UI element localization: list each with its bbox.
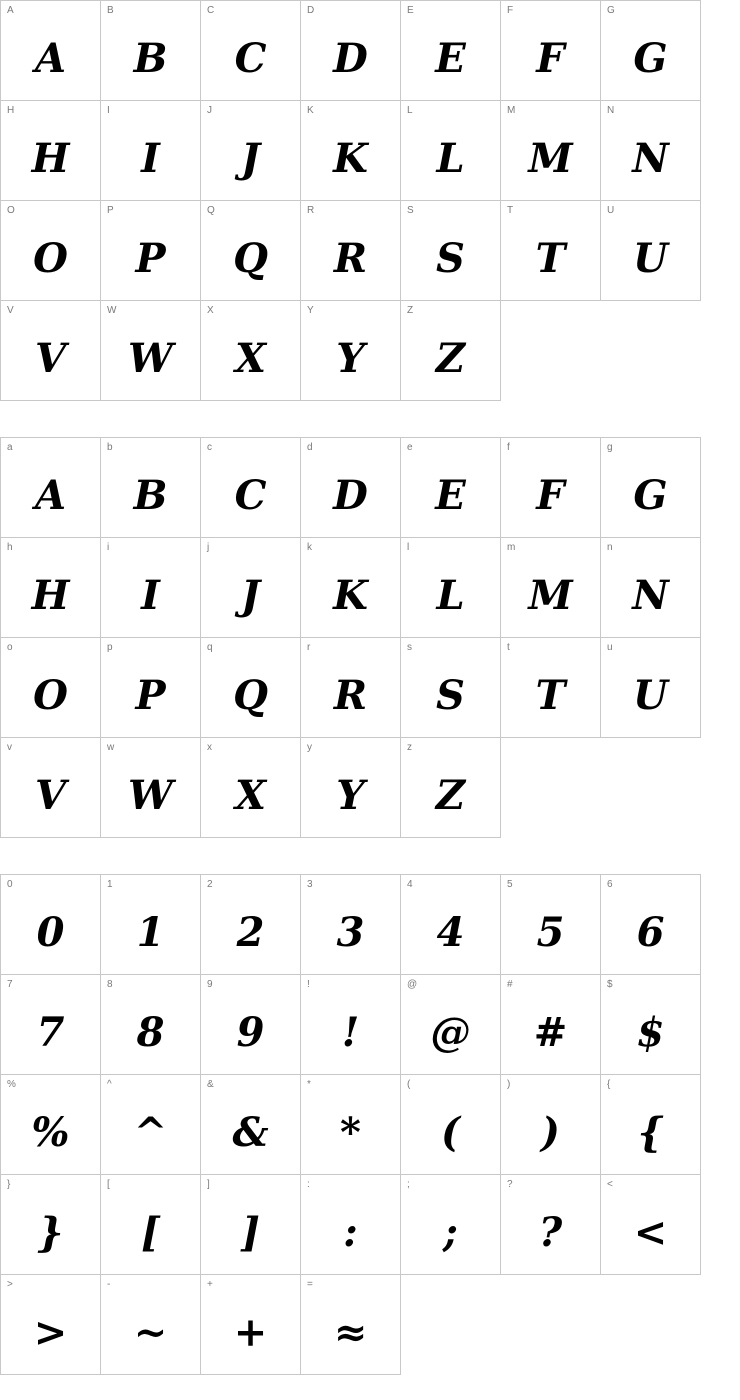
glyph-cell-label: X: [207, 305, 214, 316]
glyph-cell: [501, 1175, 601, 1275]
glyph-cell-label: 4: [407, 879, 413, 890]
glyph-cell-character: R: [333, 672, 368, 719]
glyph-cell: [401, 875, 501, 975]
glyph-cell-character: 5: [536, 909, 565, 956]
glyph-cell-character: I: [141, 572, 160, 619]
glyph-cell: [101, 1, 201, 101]
glyph-cell: [401, 538, 501, 638]
glyph-cell-character: I: [141, 135, 160, 182]
glyph-cell: [301, 538, 401, 638]
glyph-cell-character: Z: [435, 335, 466, 382]
glyph-cell-label: A: [7, 5, 14, 16]
glyph-cell: [401, 638, 501, 738]
glyph-cell: [1, 738, 101, 838]
glyph-cell-label: -: [107, 1279, 111, 1290]
charmap-block-lowercase: [0, 437, 701, 838]
glyph-cell-label: {: [607, 1079, 611, 1090]
glyph-cell-label: *: [307, 1079, 311, 1090]
glyph-cell-character: G: [633, 472, 668, 519]
glyph-cell-label: l: [407, 542, 410, 553]
glyph-cell-character: %: [31, 1109, 70, 1156]
glyph-cell-character: ~: [133, 1309, 168, 1356]
glyph-cell-label: s: [407, 642, 412, 653]
glyph-cell-character: $: [636, 1009, 665, 1056]
glyph-cell-character: P: [135, 672, 166, 719]
glyph-cell-character: 2: [236, 909, 265, 956]
glyph-cell-character: 6: [636, 909, 665, 956]
glyph-cell-character: X: [234, 772, 267, 819]
glyph-cell-label: n: [607, 542, 613, 553]
glyph-cell: [501, 1075, 601, 1175]
glyph-cell: [101, 975, 201, 1075]
glyph-cell: [1, 1075, 101, 1175]
glyph-cell-label: B: [107, 5, 114, 16]
glyph-cell: [601, 1175, 701, 1275]
glyph-cell-character: O: [33, 235, 68, 282]
glyph-cell-character: 9: [236, 1009, 265, 1056]
glyph-cell-label: R: [307, 205, 315, 216]
glyph-cell-label: $: [607, 979, 613, 990]
glyph-cell-character: S: [436, 235, 465, 282]
charmap-block-uppercase: [0, 0, 701, 401]
glyph-cell: [501, 538, 601, 638]
glyph-cell-character: L: [436, 135, 465, 182]
glyph-cell-label: 7: [7, 979, 13, 990]
glyph-cell: [301, 975, 401, 1075]
glyph-cell-label: k: [307, 542, 312, 553]
glyph-cell: [301, 1175, 401, 1275]
glyph-cell-character: P: [135, 235, 166, 282]
glyph-cell: [601, 538, 701, 638]
glyph-cell: [101, 538, 201, 638]
glyph-cell-label: 6: [607, 879, 613, 890]
glyph-cell: [201, 201, 301, 301]
block-separator: [0, 838, 740, 874]
glyph-cell: [201, 538, 301, 638]
glyph-cell-label: }: [7, 1179, 11, 1190]
glyph-cell-character: F: [536, 472, 565, 519]
glyph-cell-character: Q: [233, 235, 268, 282]
glyph-cell: [201, 1, 301, 101]
glyph-cell: [301, 875, 401, 975]
glyph-cell-label: Q: [207, 205, 215, 216]
glyph-cell-character: R: [333, 235, 368, 282]
glyph-cell-label: T: [507, 205, 514, 216]
glyph-cell: [101, 1175, 201, 1275]
glyph-cell: [201, 738, 301, 838]
glyph-cell-label: 1: [107, 879, 113, 890]
glyph-cell-label: K: [307, 105, 314, 116]
glyph-cell-label: Y: [307, 305, 314, 316]
glyph-cell-character: B: [133, 472, 168, 519]
glyph-cell: [201, 438, 301, 538]
glyph-cell-character: Q: [233, 672, 268, 719]
glyph-cell: [301, 201, 401, 301]
glyph-cell-character: 8: [136, 1009, 165, 1056]
glyph-cell-label: 9: [207, 979, 213, 990]
glyph-cell-character: K: [333, 135, 368, 182]
glyph-cell-label: &: [207, 1079, 214, 1090]
glyph-cell-character: Y: [336, 772, 365, 819]
glyph-cell-label: ]: [207, 1179, 210, 1190]
glyph-cell-character: F: [536, 35, 565, 82]
glyph-cell-character: J: [241, 572, 260, 619]
glyph-cell: [1, 638, 101, 738]
glyph-cell: [401, 201, 501, 301]
glyph-cell-label: V: [7, 305, 14, 316]
glyph-cell: [201, 638, 301, 738]
glyph-cell-character: E: [435, 35, 466, 82]
glyph-cell-label: ?: [507, 1179, 513, 1190]
glyph-cell-label: F: [507, 5, 514, 16]
glyph-cell: [1, 101, 101, 201]
glyph-cell: [301, 1275, 401, 1375]
glyph-cell-character: !: [341, 1009, 360, 1056]
glyph-cell-label: =: [307, 1279, 313, 1290]
glyph-cell: [601, 1075, 701, 1175]
glyph-cell-character: O: [33, 672, 68, 719]
glyph-cell-character: }: [37, 1209, 64, 1256]
glyph-cell: [101, 301, 201, 401]
glyph-cell-label: e: [407, 442, 413, 453]
glyph-cell: [401, 101, 501, 201]
glyph-cell: [1, 201, 101, 301]
glyph-cell: [401, 975, 501, 1075]
glyph-cell-label: d: [307, 442, 313, 453]
glyph-cell: [601, 875, 701, 975]
glyph-cell-character: L: [436, 572, 465, 619]
glyph-cell-label: q: [207, 642, 213, 653]
glyph-cell: [101, 875, 201, 975]
glyph-cell: [1, 1, 101, 101]
glyph-cell: [401, 438, 501, 538]
glyph-cell: [201, 975, 301, 1075]
glyph-cell-character: {: [637, 1109, 664, 1156]
glyph-cell-character: A: [34, 472, 67, 519]
glyph-cell: [201, 1275, 301, 1375]
glyph-cell-label: ;: [407, 1179, 410, 1190]
glyph-cell-label: !: [307, 979, 310, 990]
glyph-cell-label: J: [207, 105, 212, 116]
glyph-cell: [301, 1075, 401, 1175]
glyph-cell-character: 4: [436, 909, 465, 956]
glyph-cell: [401, 1075, 501, 1175]
glyph-cell-character: *: [340, 1109, 361, 1156]
glyph-cell-character: Y: [336, 335, 365, 382]
glyph-cell-label: ): [507, 1079, 511, 1090]
glyph-cell-label: C: [207, 5, 215, 16]
block-separator: [0, 401, 740, 437]
glyph-cell-character: U: [633, 235, 668, 282]
glyph-cell-label: 2: [207, 879, 213, 890]
glyph-cell-label: u: [607, 642, 613, 653]
glyph-cell: [201, 101, 301, 201]
glyph-cell-label: >: [7, 1279, 13, 1290]
glyph-cell-label: [: [107, 1179, 110, 1190]
glyph-cell-character: H: [31, 572, 70, 619]
glyph-cell-label: I: [107, 105, 110, 116]
glyph-cell: [401, 301, 501, 401]
glyph-cell-character: N: [632, 135, 669, 182]
glyph-cell-character: G: [633, 35, 668, 82]
glyph-cell: [401, 1175, 501, 1275]
glyph-cell-character: ≈: [333, 1309, 368, 1356]
glyph-cell: [501, 201, 601, 301]
glyph-cell-character: T: [535, 235, 566, 282]
glyph-cell-character: D: [333, 472, 368, 519]
glyph-cell-label: t: [507, 642, 510, 653]
glyph-cell-character: M: [528, 135, 573, 182]
glyph-cell-character: #: [533, 1009, 568, 1056]
glyph-cell-character: U: [633, 672, 668, 719]
glyph-cell-character: 7: [36, 1009, 65, 1056]
glyph-cell-label: N: [607, 105, 615, 116]
glyph-cell: [601, 638, 701, 738]
glyph-cell-character: X: [234, 335, 267, 382]
glyph-cell: [201, 301, 301, 401]
glyph-cell: [601, 975, 701, 1075]
glyph-cell: [201, 1075, 301, 1175]
glyph-cell: [301, 438, 401, 538]
glyph-cell-label: G: [607, 5, 615, 16]
glyph-cell-character: &: [232, 1109, 269, 1156]
glyph-cell-label: #: [507, 979, 513, 990]
glyph-cell: [1, 975, 101, 1075]
glyph-cell-character: V: [34, 335, 67, 382]
glyph-cell-character: 1: [136, 909, 165, 956]
glyph-cell-character: <: [633, 1209, 668, 1256]
glyph-cell: [101, 638, 201, 738]
glyph-cell-character: 0: [36, 909, 65, 956]
glyph-cell-character: D: [333, 35, 368, 82]
glyph-cell-character: :: [343, 1209, 358, 1256]
glyph-cell-label: w: [107, 742, 115, 753]
glyph-cell-label: @: [407, 979, 418, 990]
glyph-cell-label: g: [607, 442, 613, 453]
glyph-cell: [1, 301, 101, 401]
glyph-cell-label: z: [407, 742, 412, 753]
glyph-cell-character: W: [128, 335, 173, 382]
glyph-cell-character: C: [234, 472, 267, 519]
glyph-cell-character: >: [33, 1309, 68, 1356]
glyph-cell-character: +: [233, 1309, 268, 1356]
glyph-cell: [601, 101, 701, 201]
glyph-cell: [201, 875, 301, 975]
glyph-cell-label: P: [107, 205, 114, 216]
glyph-cell-label: M: [507, 105, 516, 116]
glyph-cell-label: 8: [107, 979, 113, 990]
glyph-cell-character: W: [128, 772, 173, 819]
glyph-cell: [501, 101, 601, 201]
glyph-cell-character: ?: [538, 1209, 563, 1256]
glyph-cell: [301, 101, 401, 201]
glyph-cell-character: [: [141, 1209, 160, 1256]
glyph-cell-character: (: [441, 1109, 460, 1156]
glyph-cell-character: ;: [443, 1209, 458, 1256]
glyph-cell: [1, 875, 101, 975]
glyph-cell: [101, 101, 201, 201]
charmap-block-symbols: [0, 874, 701, 1375]
glyph-cell-label: ^: [107, 1079, 112, 1090]
glyph-cell-label: 0: [7, 879, 13, 890]
glyph-cell-label: x: [207, 742, 212, 753]
glyph-cell-character: ^: [133, 1109, 168, 1156]
glyph-cell: [601, 438, 701, 538]
glyph-cell: [101, 1075, 201, 1175]
glyph-cell-label: <: [607, 1179, 613, 1190]
glyph-cell-label: 3: [307, 879, 313, 890]
glyph-cell: [501, 1, 601, 101]
glyph-cell: [1, 1175, 101, 1275]
glyph-cell: [101, 738, 201, 838]
glyph-cell-character: B: [133, 35, 168, 82]
glyph-cell-label: j: [207, 542, 210, 553]
glyph-cell-label: (: [407, 1079, 411, 1090]
glyph-cell: [501, 638, 601, 738]
glyph-cell: [201, 1175, 301, 1275]
glyph-cell-character: ): [541, 1109, 560, 1156]
glyph-cell: [1, 538, 101, 638]
glyph-cell: [1, 438, 101, 538]
glyph-cell-character: S: [436, 672, 465, 719]
glyph-cell-label: h: [7, 542, 13, 553]
glyph-cell-label: S: [407, 205, 414, 216]
glyph-cell-label: p: [107, 642, 113, 653]
glyph-cell-label: a: [7, 442, 13, 453]
glyph-cell-label: 5: [507, 879, 513, 890]
glyph-cell-label: i: [107, 542, 110, 553]
glyph-cell-label: :: [307, 1179, 310, 1190]
glyph-cell-label: b: [107, 442, 113, 453]
glyph-cell-character: @: [430, 1009, 471, 1056]
glyph-cell-character: N: [632, 572, 669, 619]
glyph-cell: [501, 438, 601, 538]
glyph-cell-label: m: [507, 542, 516, 553]
glyph-cell-label: H: [7, 105, 15, 116]
glyph-cell-character: M: [528, 572, 573, 619]
glyph-cell-character: J: [241, 135, 260, 182]
glyph-cell: [301, 638, 401, 738]
glyph-cell: [501, 975, 601, 1075]
glyph-cell-label: O: [7, 205, 15, 216]
glyph-cell: [101, 201, 201, 301]
glyph-cell: [1, 1275, 101, 1375]
glyph-cell-character: C: [234, 35, 267, 82]
glyph-cell: [601, 1, 701, 101]
glyph-cell-label: y: [307, 742, 312, 753]
glyph-cell-character: K: [333, 572, 368, 619]
glyph-cell: [301, 301, 401, 401]
glyph-cell-label: %: [7, 1079, 16, 1090]
glyph-cell-character: T: [535, 672, 566, 719]
glyph-cell-character: ]: [241, 1209, 260, 1256]
glyph-cell-label: r: [307, 642, 311, 653]
glyph-cell-label: U: [607, 205, 615, 216]
glyph-cell-character: E: [435, 472, 466, 519]
glyph-cell: [301, 1, 401, 101]
glyph-cell: [301, 738, 401, 838]
glyph-cell-label: c: [207, 442, 212, 453]
glyph-cell-label: f: [507, 442, 510, 453]
glyph-cell: [601, 201, 701, 301]
glyph-cell-label: Z: [407, 305, 414, 316]
glyph-cell-label: W: [107, 305, 117, 316]
glyph-cell: [401, 1, 501, 101]
glyph-cell: [101, 438, 201, 538]
glyph-cell: [101, 1275, 201, 1375]
glyph-cell-label: o: [7, 642, 13, 653]
glyph-cell-character: 3: [336, 909, 365, 956]
glyph-cell: [501, 875, 601, 975]
glyph-cell-label: D: [307, 5, 315, 16]
glyph-cell-character: H: [31, 135, 70, 182]
glyph-cell-label: +: [207, 1279, 213, 1290]
glyph-cell-character: V: [34, 772, 67, 819]
glyph-cell: [401, 738, 501, 838]
glyph-cell-label: L: [407, 105, 413, 116]
glyph-cell-character: A: [34, 35, 67, 82]
glyph-cell-label: E: [407, 5, 414, 16]
glyph-cell-label: v: [7, 742, 12, 753]
glyph-cell-character: Z: [435, 772, 466, 819]
